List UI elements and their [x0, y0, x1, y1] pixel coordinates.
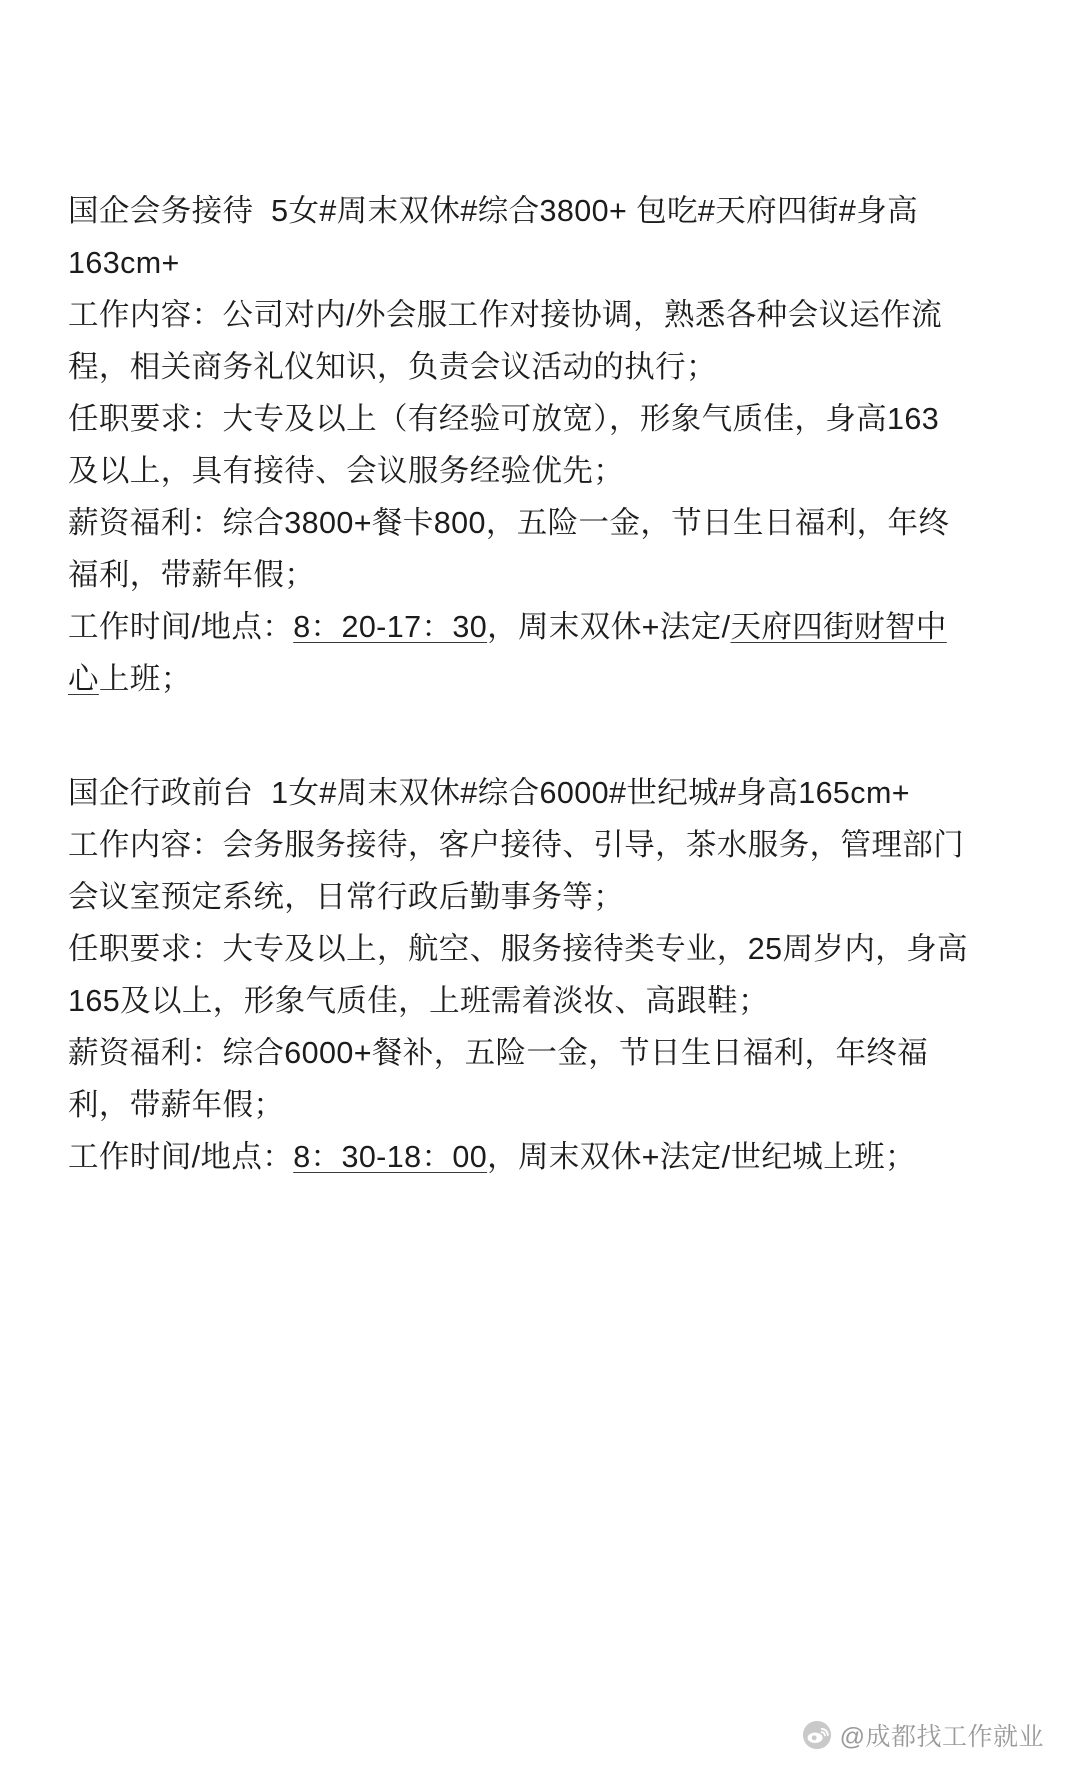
- post-2-work-hours: 8：30-18：00: [293, 1140, 488, 1174]
- post-2-time-location-middle: ，周末双休+法定/: [487, 1140, 731, 1174]
- post-1-job-duties: 工作内容：公司对内/外会服工作对接协调，熟悉各种会议运作流程，相关商务礼仪知识，负责会议活动的执行；: [68, 298, 943, 384]
- post-1-requirements: 任职要求：大专及以上（有经验可放宽），形象气质佳，身高163及以上，具有接待、会议服务经验优先；: [68, 402, 940, 488]
- post-2-work-place: 世: [730, 1140, 762, 1174]
- post-1-time-location-middle: ，周末双休+法定/: [487, 610, 731, 644]
- post-2-time-location-tail: 纪城上班；: [761, 1140, 916, 1174]
- post-1-work-place: 天府四街财智中心: [68, 610, 947, 696]
- post-2-time-location: [68, 1131, 968, 1183]
- job-posting-content: [68, 185, 968, 1183]
- post-2-title: 国企行政前台 1女#周末双休#综合6000#世纪城#身高165cm+: [68, 776, 910, 810]
- weibo-icon: [802, 1720, 832, 1750]
- post-1-time-location: [68, 601, 968, 705]
- post-1-title: 国企会务接待 5女#周末双休#综合3800+ 包吃#天府四街#身高163cm+: [68, 194, 918, 280]
- post-2-salary-benefits: 薪资福利：综合6000+餐补，五险一金，节日生日福利，年终福利，带薪年假；: [68, 1036, 929, 1122]
- post-1-salary-benefits: 薪资福利：综合3800+餐卡800，五险一金，节日生日福利，年终福利，带薪年假；: [68, 506, 950, 592]
- post-1-time-location-label: 工作时间/地点：: [68, 610, 294, 644]
- watermark-text: @成都找工作就业: [839, 1723, 1044, 1751]
- post-1-work-hours: 8：20-17：30: [293, 610, 488, 644]
- post-2-job-duties: 工作内容：会务服务接待，客户接待、引导，茶水服务，管理部门会议室预定系统，日常行政后勤事务等；: [68, 828, 965, 914]
- post-1-time-location-tail: 上班；: [98, 662, 192, 696]
- post-2-time-location-label: 工作时间/地点：: [68, 1140, 294, 1174]
- job-post-2: [68, 767, 968, 1183]
- job-post-1: [68, 185, 968, 705]
- post-2-requirements: 任职要求：大专及以上，航空、服务接待类专业，25周岁内，身高165及以上，形象气质佳，上班需着淡妆、高跟鞋；: [68, 932, 968, 1018]
- watermark: [802, 1717, 1044, 1753]
